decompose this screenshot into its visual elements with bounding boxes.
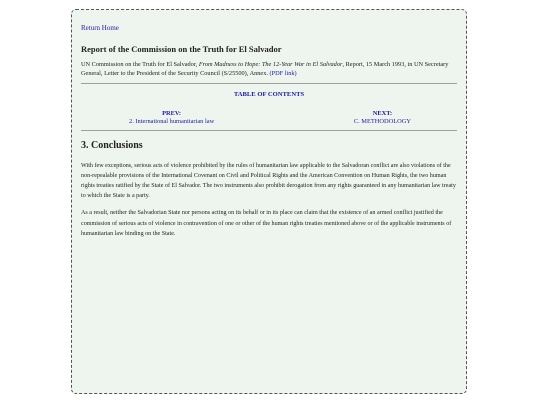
return-home-link[interactable]: Return Home [81, 24, 119, 32]
next-label: NEXT: [372, 110, 393, 118]
report-title: Report of the Commission on the Truth for El Salvador [81, 44, 282, 54]
prev-next-nav [81, 110, 457, 125]
next-link[interactable] [354, 110, 411, 125]
report-citation [81, 60, 457, 78]
next-title: C. METHODOLOGY [353, 118, 411, 125]
prev-link[interactable] [129, 110, 214, 125]
document-container [71, 9, 467, 394]
prev-label: PREV: [162, 110, 182, 118]
pdf-link[interactable]: (PDF link) [269, 70, 297, 78]
paragraph: With few exceptions, serious acts of violence prohibited by the rules of humanitarian law applicable to the Salvadoran conflict are also violations of the non-repealable provisions of the International Covenant on Civil and Political Rights and the American Convention on Human Rights, the two human rights treaties ratified by the State of El Salvador. The two instruments also prohibit derogation from any rights guaranteed in any humanitarian law treaty to which the State is a party. [81, 162, 456, 200]
divider-top [81, 83, 457, 84]
citation-suffix: , Report, 15 March 1993, in UN Secretary General, Letter to the President of the Security Council (S/25500), Annex. [81, 61, 449, 78]
divider-bottom [81, 130, 457, 131]
table-of-contents [81, 90, 457, 99]
citation-book-title: From Madness to Hope: The 12-Year War in El Salvador [198, 61, 343, 68]
prev-title: 2. International humanitarian law [129, 118, 215, 125]
section-title: 3. Conclusions [81, 139, 143, 151]
table-of-contents-link[interactable]: TABLE OF CONTENTS [233, 91, 305, 99]
citation-prefix: UN Commission on the Truth for El Salvador, [81, 61, 199, 68]
paragraph: As a result, neither the Salvadorian State nor persons acting on its behalf or in its place can claim that the existence of an armed conflict justified the commission of serious acts of violence in contravention of one or other of the human rights treaties mentioned above or of the applicable instruments of humanitarian law binding on the State. [81, 210, 452, 237]
